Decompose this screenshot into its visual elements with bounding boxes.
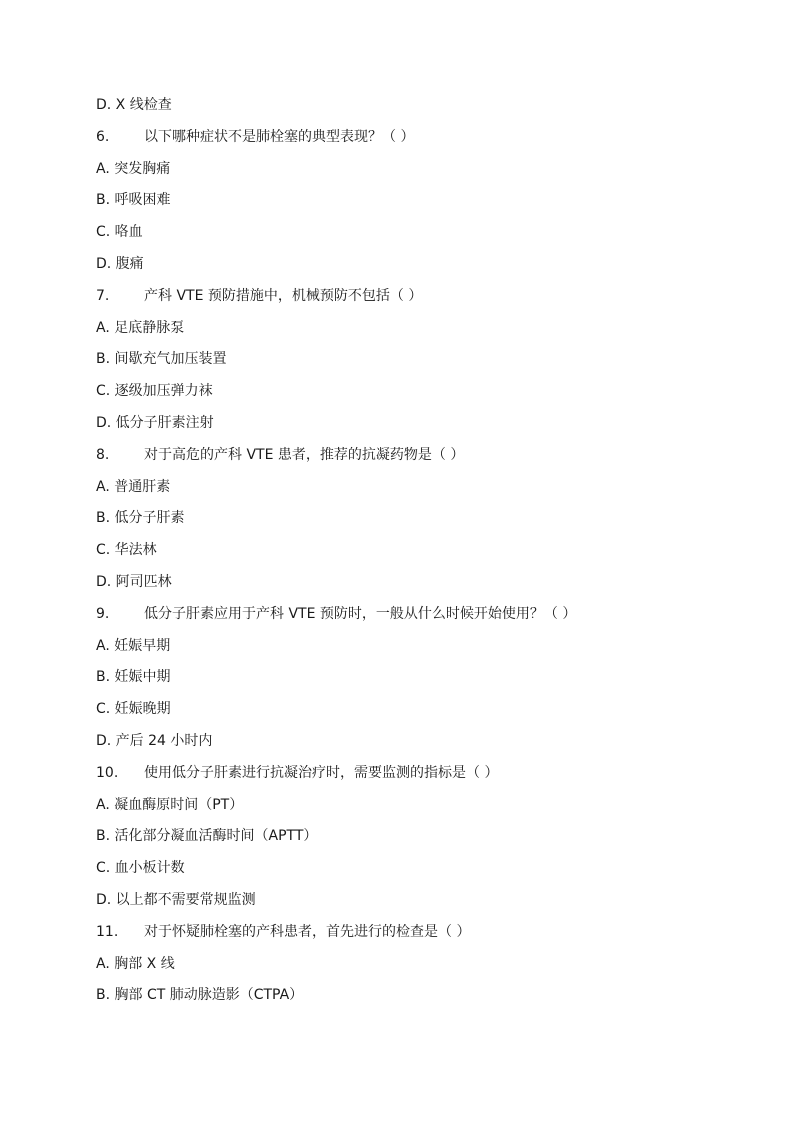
answer-option [96,221,736,253]
question-number: 8. [96,446,110,463]
answer-option [96,571,736,603]
answer-option [96,857,736,889]
option-text: A. 凝血酶原时间（PT） [96,796,244,813]
answer-option [96,412,736,444]
option-text: D. X 线检查 [96,97,172,113]
answer-option [96,730,736,762]
option-text: A. 突发胸痛 [96,160,171,177]
question-text: 对于高危的产科 VTE 患者，推荐的抗凝药物是（ ） [144,446,465,463]
question-list [96,94,736,1016]
option-text: B. 活化部分凝血活酶时间（APTT） [96,828,318,845]
question-number: 11. [96,923,119,940]
question-stem [96,921,736,953]
question-text: 对于怀疑肺栓塞的产科患者，首先进行的检查是（ ） [144,923,471,940]
answer-option [96,794,736,826]
question-number: 7. [96,287,110,304]
option-text: C. 华法林 [96,542,157,559]
option-text: C. 逐级加压弹力袜 [96,383,213,400]
option-text: C. 妊娠晚期 [96,701,171,718]
answer-option [96,94,736,126]
option-text: D. 以上都不需要常规监测 [96,891,256,908]
option-text: A. 普通肝素 [96,478,171,495]
answer-option [96,889,736,921]
answer-option [96,666,736,698]
answer-option [96,635,736,667]
option-text: D. 阿司匹林 [96,573,172,590]
option-text: B. 胸部 CT 肺动脉造影（CTPA） [96,987,304,1004]
question-text: 以下哪种症状不是肺栓塞的典型表现？（ ） [144,128,415,145]
answer-option [96,507,736,539]
option-text: C. 血小板计数 [96,860,185,877]
answer-option [96,476,736,508]
option-text: D. 低分子肝素注射 [96,414,214,431]
answer-option [96,253,736,285]
option-text: C. 咯血 [96,224,143,241]
option-text: B. 低分子肝素 [96,510,185,527]
question-stem [96,444,736,476]
question-text: 产科 VTE 预防措施中，机械预防不包括（ ） [144,287,423,304]
option-text: B. 妊娠中期 [96,669,171,686]
answer-option [96,539,736,571]
option-text: B. 间歇充气加压装置 [96,351,227,368]
question-stem [96,285,736,317]
answer-option [96,189,736,221]
question-text: 使用低分子肝素进行抗凝治疗时，需要监测的指标是（ ） [144,764,499,781]
question-number: 9. [96,605,110,622]
option-text: D. 产后 24 小时内 [96,732,213,749]
option-text: B. 呼吸困难 [96,192,171,209]
option-text: A. 足底静脉泵 [96,319,185,336]
answer-option [96,953,736,985]
option-text: A. 妊娠早期 [96,637,171,654]
answer-option [96,984,736,1016]
question-stem [96,762,736,794]
question-text: 低分子肝素应用于产科 VTE 预防时，一般从什么时候开始使用？（ ） [144,605,577,622]
answer-option [96,825,736,857]
answer-option [96,380,736,412]
question-number: 6. [96,128,110,145]
question-stem [96,126,736,158]
answer-option [96,348,736,380]
answer-option [96,158,736,190]
question-number: 10. [96,764,119,781]
answer-option [96,317,736,349]
option-text: A. 胸部 X 线 [96,955,175,972]
question-stem [96,603,736,635]
option-text: D. 腹痛 [96,255,144,272]
answer-option [96,698,736,730]
